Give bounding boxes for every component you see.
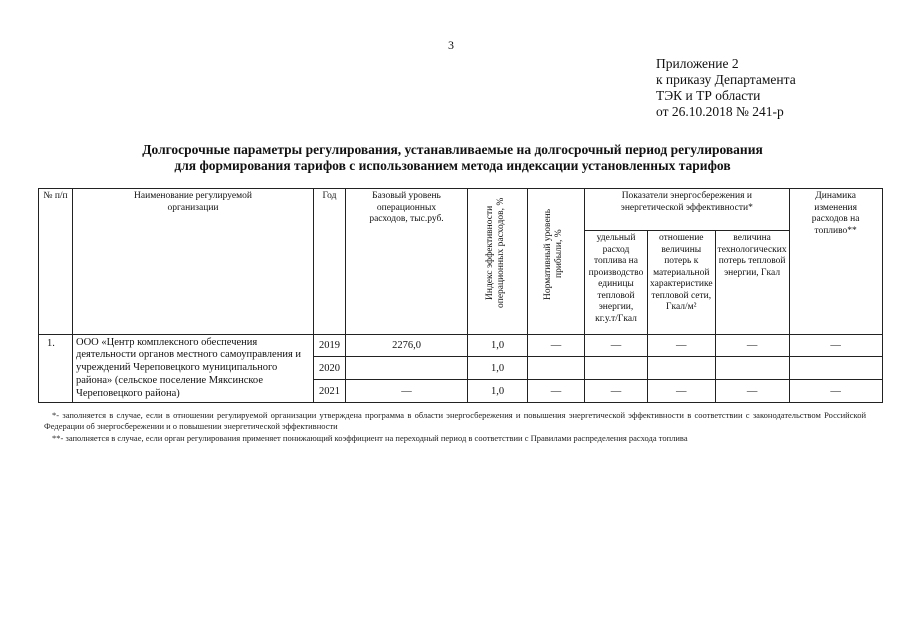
header-num: № п/п xyxy=(39,189,73,335)
appendix-line-2: к приказу Департамента xyxy=(656,72,796,87)
header-specific-fuel: удельный расход топлива на производство единицы тепловой энергии, кг.у.т/Гкал xyxy=(585,231,648,334)
header-year: Год xyxy=(314,189,346,335)
base-cell: — xyxy=(346,380,468,403)
base-cell xyxy=(346,357,468,380)
title-line-1: Долгосрочные параметры регулирования, устанавливаемые на долгосрочный период регулирования xyxy=(142,142,763,157)
appendix-line-4: от 26.10.2018 № 241-р xyxy=(656,104,784,119)
fuel-cell: — xyxy=(789,380,882,403)
fuel-cell: — xyxy=(789,334,882,357)
specific-fuel-cell: — xyxy=(585,334,648,357)
header-tech-losses: величина технологических потерь тепловой энергии, Гкал xyxy=(715,231,789,334)
header-profit-level xyxy=(528,189,585,335)
title-line-2: для формирования тарифов с использованием метода индексации установленных тарифов xyxy=(174,158,731,173)
header-profit-level-text: Нормативный уровень прибыли, % xyxy=(543,208,564,300)
header-base-level: Базовый уровень операционных расходов, тыс.руб. xyxy=(346,189,468,335)
index-cell: 1,0 xyxy=(468,357,528,380)
page-number: 3 xyxy=(448,38,454,52)
header-energy-indicators: Показатели энергосбережения и энергетической эффективности* xyxy=(585,189,790,231)
index-cell: 1,0 xyxy=(468,380,528,403)
header-efficiency-index xyxy=(468,189,528,335)
specific-fuel-cell: — xyxy=(585,380,648,403)
parameters-table xyxy=(38,188,883,403)
header-loss-ratio: отношение величины потерь к материальной характеристике тепловой сети, Гкал/м² xyxy=(648,231,716,334)
tech-losses-cell xyxy=(715,357,789,380)
appendix-line-1: Приложение 2 xyxy=(656,56,739,71)
document-title xyxy=(60,142,845,174)
row-num: 1. xyxy=(39,334,73,403)
row-org-name: ООО «Центр комплексного обеспечения деятельности органов местного самоуправления и учреждений Череповецкого муниципального района» (сельское поселение Мяксинское Череповецкого района) xyxy=(73,334,314,403)
year-cell: 2021 xyxy=(314,380,346,403)
year-cell: 2020 xyxy=(314,357,346,380)
tech-losses-cell: — xyxy=(715,334,789,357)
profit-cell xyxy=(528,357,585,380)
tech-losses-cell: — xyxy=(715,380,789,403)
year-cell: 2019 xyxy=(314,334,346,357)
footnote-1: *- заполняется в случае, если в отношении регулируемой организации утверждена программа в области энергосбережения и повышения энергетической эффективности в соответствии с законодательством Российской Федерации об энергосбережении и о повышении энергетической эффективности xyxy=(44,410,866,431)
header-fuel-dynamics: Динамика изменения расходов на топливо** xyxy=(789,189,882,335)
base-cell: 2276,0 xyxy=(346,334,468,357)
profit-cell: — xyxy=(528,380,585,403)
specific-fuel-cell xyxy=(585,357,648,380)
loss-ratio-cell: — xyxy=(648,334,716,357)
header-efficiency-index-text: Индекс эффективности операционных расходов, % xyxy=(484,197,506,309)
profit-cell: — xyxy=(528,334,585,357)
index-cell: 1,0 xyxy=(468,334,528,357)
header-org: Наименование регулируемой организации xyxy=(73,189,314,335)
appendix-reference xyxy=(656,56,796,120)
table-row xyxy=(39,334,883,357)
appendix-line-3: ТЭК и ТР области xyxy=(656,88,761,103)
loss-ratio-cell: — xyxy=(648,380,716,403)
loss-ratio-cell xyxy=(648,357,716,380)
fuel-cell xyxy=(789,357,882,380)
footnote-2: **- заполняется в случае, если орган регулирования применяет понижающий коэффициент на переходный период в соответствии с Правилами распределения расхода топлива xyxy=(52,433,688,443)
